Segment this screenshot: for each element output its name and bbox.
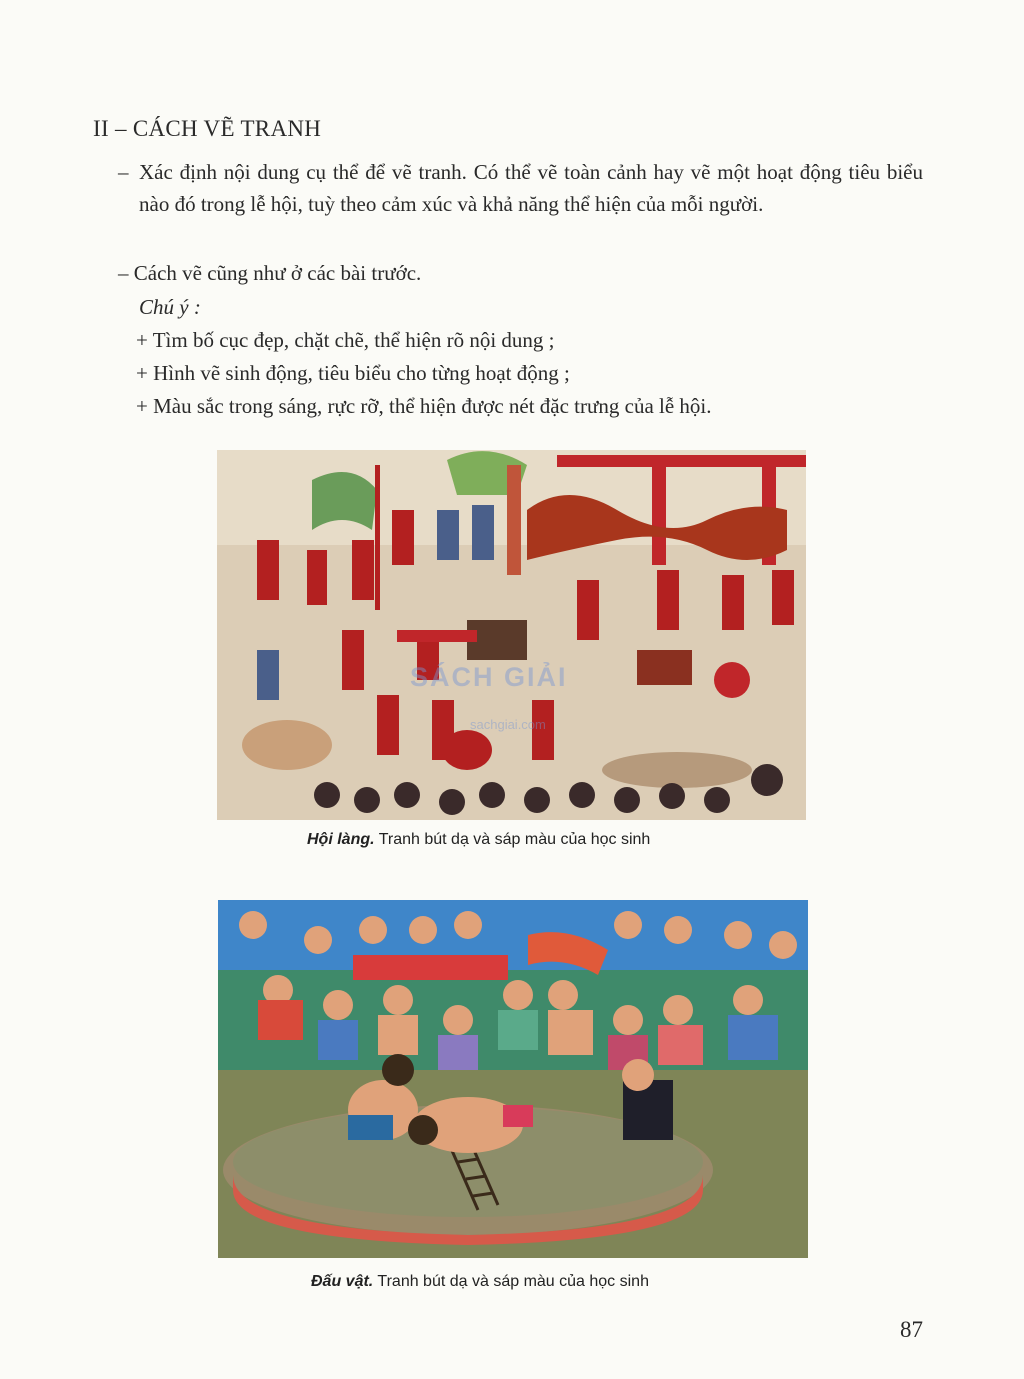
wrestling-illustration [218,900,808,1258]
instruction-item-2 [118,257,421,289]
note-item: + Hình vẽ sinh động, tiêu biểu cho từng hoạt động ; [136,361,570,385]
watermark-logo: SÁCH GIẢI [410,662,568,692]
note-item: + Tìm bố cục đẹp, chặt chẽ, thể hiện rõ nội dung ; [136,328,555,352]
village-festival-drawing [217,450,806,820]
wrestling-drawing [218,900,808,1258]
figure-caption-2 [311,1273,649,1291]
instruction-text: Cách vẽ cũng như ở các bài trước. [133,261,422,285]
note-item: + Màu sắc trong sáng, rực rỡ, thể hiện được nét đặc trưng của lễ hội. [136,394,712,418]
note-title: Chú ý : [139,295,201,319]
dash-marker: – [118,160,129,184]
figure-caption-1 [307,831,650,849]
dash-marker: – [118,261,129,285]
caption-text: Tranh bút dạ và sáp màu của học sinh [373,1273,649,1290]
section-heading: II – CÁCH VẼ TRANH [93,116,322,141]
watermark-url: sachgiai.com [470,717,546,732]
instruction-text: Xác định nội dung cụ thể để vẽ tranh. Có thể vẽ toàn cảnh hay vẽ một hoạt động tiêu biểu nào đó trong lễ hội, tuỳ theo cảm xúc và khả năng thể hiện của mỗi người. [139,160,923,216]
caption-text: Tranh bút dạ và sáp màu của học sinh [374,831,651,848]
festival-illustration [217,450,806,820]
caption-title: Hội làng. [307,831,375,848]
caption-title: Đấu vật. [311,1273,374,1290]
page-number: 87 [900,1317,923,1342]
instruction-item-1 [118,156,923,220]
